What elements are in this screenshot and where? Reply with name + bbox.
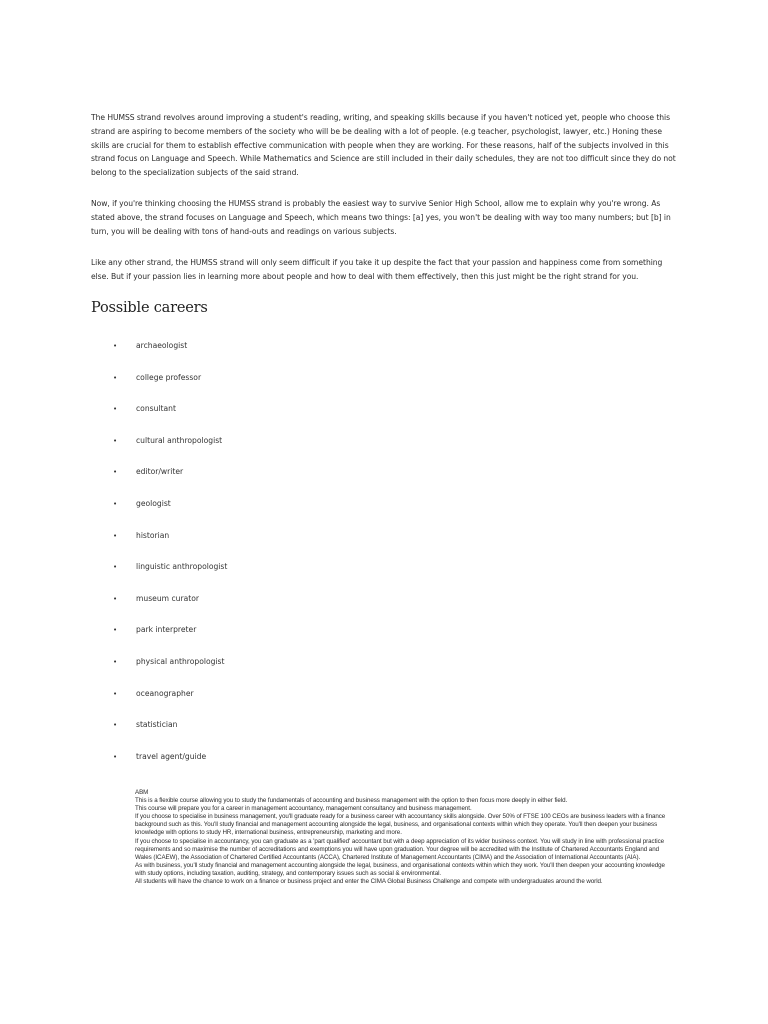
bullet-icon: • (113, 436, 118, 445)
career-label: linguistic anthropologist (136, 562, 228, 572)
list-item (0, 402, 400, 434)
career-label: archaeologist (136, 341, 188, 350)
conclusion-paragraph: Like any other strand, the HUMSS strand will only seem difficult if you take it up despite the fact that your passion and happiness come from something else. But if your passion lies in learning more about people and how to deal with them effectively, then this just might be the right strand for you. (91, 258, 663, 281)
career-label: geologist (136, 498, 171, 508)
list-item (0, 750, 400, 782)
career-label: museum curator (136, 593, 199, 603)
list-item (0, 560, 400, 592)
intro-paragraph: The HUMSS strand revolves around improving a student's reading, writing, and speaking skills because if you haven't noticed yet, people who choose this strand are aspiring to become members of the society who will be be dealing with a lot of people. (e.g teacher, psychologist, lawyer, etc.) Honing these skills are crucial for them to establish effective communication with people when they are working. For these reasons, half of the subjects involved in this strand focus on Language and Speech. While Mathematics and Science are still included in their daily schedules, they are not too difficult since they do not belong to the specialization subjects of the said strand. (91, 113, 676, 178)
bullet-icon: • (113, 373, 118, 382)
list-item (0, 718, 400, 750)
bullet-icon: • (113, 405, 118, 414)
career-label: physical anthropologist (136, 656, 225, 666)
career-label: cultural anthropologist (136, 435, 223, 445)
career-label: travel agent/guide (136, 751, 207, 761)
abm-line: This course will prepare you for a career in management accountancy, management consultancy and business management. (135, 805, 472, 813)
list-item (0, 371, 400, 403)
careers-list (0, 339, 400, 781)
career-label: college professor (136, 372, 202, 382)
bullet-icon: • (113, 468, 118, 477)
bullet-icon: • (113, 752, 118, 761)
list-item (0, 529, 400, 561)
list-item (0, 339, 400, 371)
list-item (0, 655, 400, 687)
bullet-icon: • (113, 689, 118, 698)
bullet-icon: • (113, 721, 118, 730)
career-label: oceanographer (136, 688, 194, 698)
list-item (0, 687, 400, 719)
bullet-icon: • (113, 531, 118, 540)
list-item (0, 497, 400, 529)
bullet-icon: • (113, 657, 118, 666)
abm-section (135, 789, 675, 886)
career-label: statistician (136, 720, 178, 730)
abm-line: If you choose to specialise in accountancy, you can graduate as a 'part qualified' accountant but with a deep appreciation of its wider business context. You will study in line with professional practice requirements and so maximise the number of accreditations and exemptions you will have upon graduation. Your degree will be accredited with the Institute of Chartered Accountants England and Wales (ICAEW), the Association of Chartered Certified Accountants (ACCA), Chartered Institute of Management Accountants (CIMA) and the Association of International Accountants (AIA). (135, 837, 665, 861)
career-label: historian (136, 530, 170, 540)
abm-line: All students will have the chance to work on a finance or business project and enter the CIMA Global Business Challenge and compete with undergraduates around the world. (135, 878, 603, 886)
career-label: park interpreter (136, 625, 197, 635)
bullet-icon: • (113, 563, 118, 572)
bullet-icon: • (113, 499, 118, 508)
difficulty-paragraph: Now, if you're thinking choosing the HUMSS strand is probably the easiest way to survive Senior High School, allow me to explain why you're wrong. As stated above, the strand focuses on Language and Speech, which means two things: [a] yes, you won't be dealing with way too many numbers; but [b] in turn, you will be dealing with tons of hand-outs and readings on various subjects. (91, 199, 671, 236)
bullet-icon: • (113, 594, 118, 603)
list-item (0, 623, 400, 655)
list-item (0, 434, 400, 466)
career-label: consultant (136, 404, 176, 414)
career-label: editor/writer (136, 467, 184, 477)
careers-heading: Possible careers (91, 300, 208, 316)
abm-title: ABM (135, 789, 149, 796)
list-item (0, 465, 400, 497)
abm-line: If you choose to specialise in business management, you'll graduate ready for a business career with accountancy skills alongside. Over 50% of FTSE 100 CEOs are business leaders with a finance background such as this. You'll study financial and management accounting alongside the legal, business, and organisational contexts within which they operate. You'll then deepen your business knowledge with options to study HR, international business, entrepreneurship, marketing and more. (135, 813, 666, 837)
bullet-icon: • (113, 342, 118, 350)
abm-line: This is a flexible course allowing you to study the fundamentals of accounting and business management with the option to then focus more deeply in either field. (135, 797, 568, 805)
abm-line: As with business, you'll study financial and management accounting alongside the legal, business, and organisational contexts within which they work. You'll then deepen your accounting knowledge with study options, including taxation, auditing, strategy, and contemporary issues such as social & environmental. (135, 861, 665, 877)
bullet-icon: • (113, 626, 118, 635)
list-item (0, 592, 400, 624)
